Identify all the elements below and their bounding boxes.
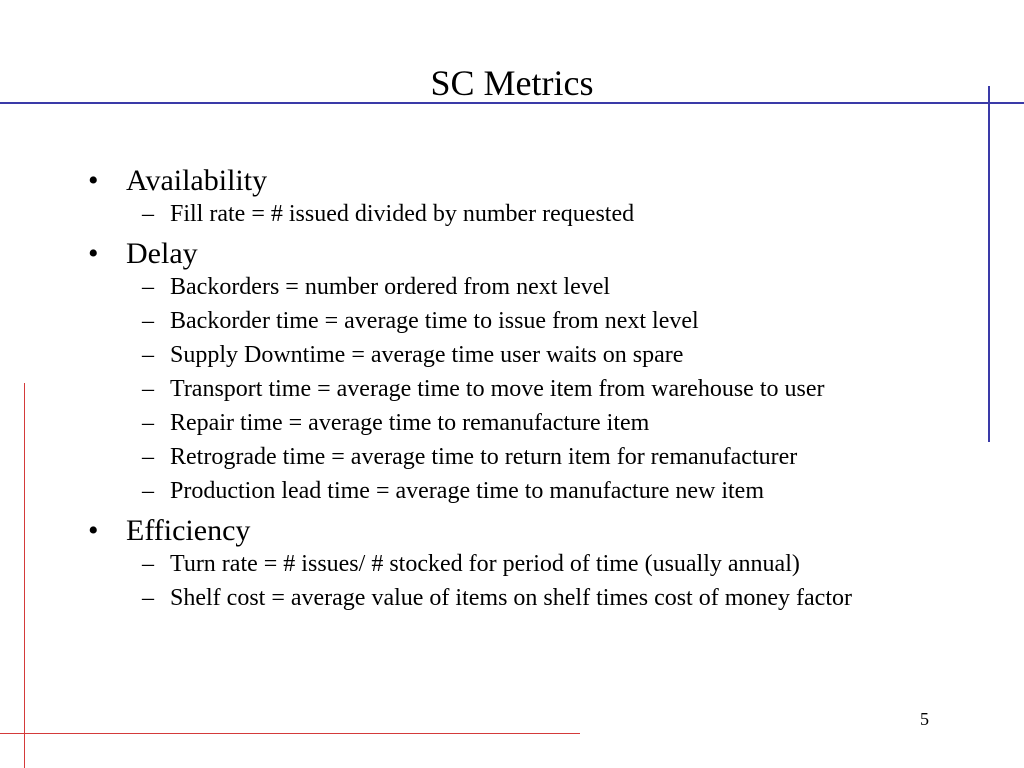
sub-bullet-text: Shelf cost = average value of items on shelf times cost of money factor — [170, 585, 852, 611]
sub-bullet-mark: – — [142, 201, 154, 227]
sub-bullet — [142, 444, 928, 470]
slide-title: SC Metrics — [430, 63, 594, 103]
left-vertical-rule — [24, 383, 25, 768]
bullet-availability — [88, 162, 928, 200]
efficiency-sub-list — [142, 551, 928, 611]
sub-bullet-text: Transport time = average time to move item from warehouse to user — [170, 376, 825, 402]
sub-bullet-mark: – — [142, 376, 154, 402]
sub-bullet-mark: – — [142, 444, 154, 470]
sub-bullet-text: Backorders = number ordered from next level — [170, 274, 611, 300]
bullet-mark: • — [88, 237, 99, 270]
availability-sub-list — [142, 201, 928, 227]
bottom-horizontal-rule — [0, 733, 580, 734]
bullet-heading: Efficiency — [126, 514, 251, 547]
sub-bullet — [142, 478, 928, 504]
sub-bullet — [142, 201, 928, 227]
bullet-delay — [88, 235, 928, 273]
sub-bullet — [142, 551, 928, 577]
bullet-heading: Availability — [126, 164, 268, 197]
sub-bullet-mark: – — [142, 410, 154, 436]
sub-bullet-text: Turn rate = # issues/ # stocked for period of time (usually annual) — [170, 551, 800, 577]
sub-bullet-text: Backorder time = average time to issue from next level — [170, 308, 699, 334]
sub-bullet — [142, 585, 928, 611]
sub-bullet-mark: – — [142, 585, 154, 611]
sub-bullet — [142, 376, 928, 402]
sub-bullet-text: Repair time = average time to remanufacture item — [170, 410, 650, 436]
slide-content — [88, 162, 928, 619]
sub-bullet-text: Production lead time = average time to manufacture new item — [170, 478, 764, 504]
sub-bullet-mark: – — [142, 274, 154, 300]
bullet-heading: Delay — [126, 237, 198, 270]
sub-bullet — [142, 308, 928, 334]
sub-bullet — [142, 410, 928, 436]
delay-sub-list — [142, 274, 928, 504]
sub-bullet-text: Fill rate = # issued divided by number requested — [170, 201, 635, 227]
bullet-mark: • — [88, 164, 99, 197]
sub-bullet — [142, 342, 928, 368]
right-vertical-rule — [988, 86, 990, 442]
sub-bullet-mark: – — [142, 342, 154, 368]
sub-bullet-mark: – — [142, 308, 154, 334]
bullet-efficiency — [88, 512, 928, 550]
bullet-mark: • — [88, 514, 99, 547]
sub-bullet — [142, 274, 928, 300]
sub-bullet-mark: – — [142, 478, 154, 504]
sub-bullet-text: Retrograde time = average time to return item for remanufacturer — [170, 444, 798, 470]
sub-bullet-mark: – — [142, 551, 154, 577]
page-number: 5 — [920, 709, 929, 729]
sub-bullet-text: Supply Downtime = average time user waits on spare — [170, 342, 684, 368]
